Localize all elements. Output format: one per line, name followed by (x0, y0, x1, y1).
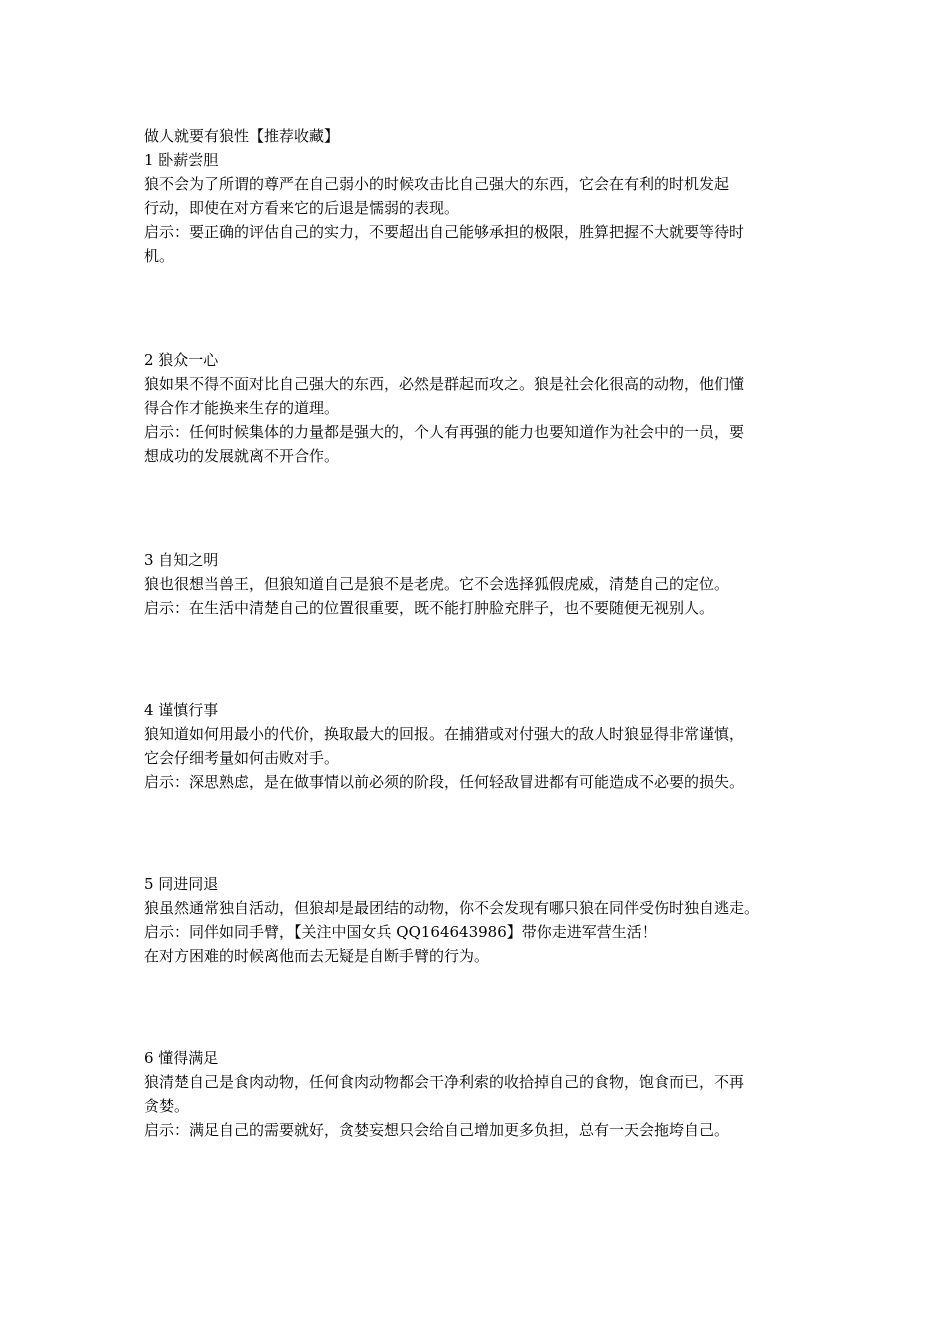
document-page (144, 124, 824, 1139)
section-heading: 6 懂得满足 (144, 1049, 219, 1067)
section-text-line: 在对方困难的时候离他而去无疑是自断手臂的行为。 (144, 947, 490, 965)
section-1 (144, 148, 824, 268)
section-text-line: 狼不会为了所谓的尊严在自己弱小的时候攻击比自己强大的东西，它会在有利的时机发起 (144, 175, 730, 193)
section-3 (144, 548, 824, 620)
section-text-line: 狼清楚自己是食肉动物，任何食肉动物都会干净利索的收拾掉自己的食物，饱食而已，不再 (144, 1073, 745, 1091)
section-text-line: 启示：深思熟虑，是在做事情以前必须的阶段，任何轻敌冒进都有可能造成不必要的损失。 (144, 773, 745, 791)
section-text-line: 启示：满足自己的需要就好，贪婪妄想只会给自己增加更多负担，总有一天会拖垮自己。 (144, 1121, 730, 1139)
section-text-line: 得合作才能换来生存的道理。 (144, 399, 340, 417)
section-text-line: 它会仔细考量如何击败对手。 (144, 749, 340, 767)
section-text-line: 启示：任何时候集体的力量都是强大的，个人有再强的能力也要知道作为社会中的一员，要 (144, 423, 745, 441)
section-text-line: 机。 (144, 247, 175, 265)
section-heading: 3 自知之明 (144, 551, 219, 569)
section-5 (144, 872, 824, 968)
section-2 (144, 348, 824, 468)
section-text-line: 狼也很想当兽王，但狼知道自己是狼不是老虎。它不会选择狐假虎威，清楚自己的定位。 (144, 575, 730, 593)
section-text-line: 启示：在生活中清楚自己的位置很重要，既不能打肿脸充胖子，也不要随便无视别人。 (144, 599, 715, 617)
document-title: 做人就要有狼性【推荐收藏】 (144, 127, 340, 145)
section-4 (144, 698, 824, 794)
section-heading: 5 同进同退 (144, 875, 219, 893)
section-text-line: 想成功的发展就离不开合作。 (144, 447, 340, 465)
section-6 (144, 1046, 824, 1142)
section-heading: 4 谨慎行事 (144, 701, 219, 719)
section-text-line: 贪婪。 (144, 1097, 190, 1115)
section-text-line: 狼虽然通常独自活动，但狼却是最团结的动物，你不会发现有哪只狼在同伴受伤时独自逃走。 (144, 899, 760, 917)
section-text-line: 行动，即使在对方看来它的后退是懦弱的表现。 (144, 199, 460, 217)
section-text-line: 启示：要正确的评估自己的实力，不要超出自己能够承担的极限，胜算把握不大就要等待时 (144, 223, 745, 241)
section-text-line: 启示：同伴如同手臂，【关注中国女兵 QQ164643986】带你走进军营生活！ (144, 923, 657, 941)
section-text-line: 狼如果不得不面对比自己强大的东西，必然是群起而攻之。狼是社会化很高的动物，他们懂 (144, 375, 745, 393)
section-heading: 2 狼众一心 (144, 351, 219, 369)
section-text-line: 狼知道如何用最小的代价，换取最大的回报。在捕猎或对付强大的敌人时狼显得非常谨慎， (144, 725, 745, 743)
section-heading: 1 卧薪尝胆 (144, 151, 219, 169)
